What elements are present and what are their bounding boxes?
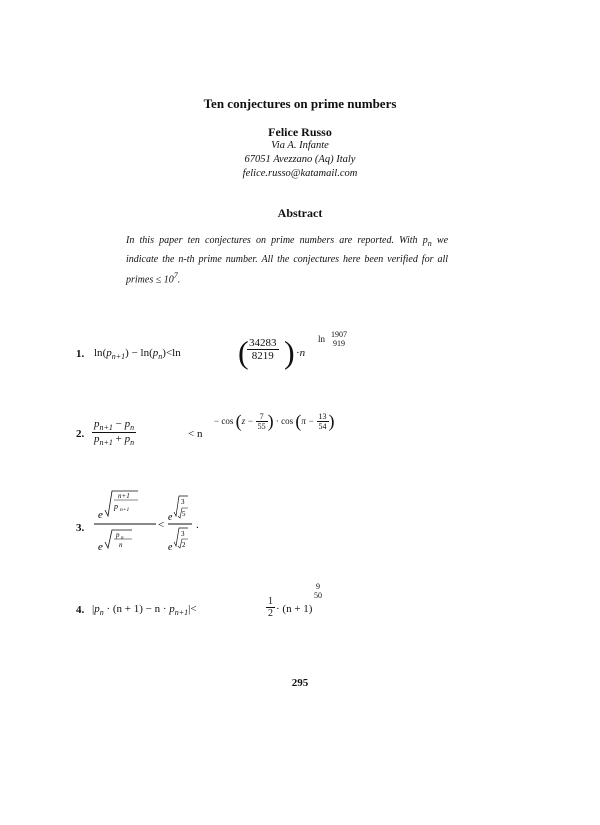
conjecture-4 xyxy=(76,582,496,632)
e-right-bottom: e xyxy=(168,542,173,553)
conjecture-3 xyxy=(76,488,496,568)
affiliation-email[interactable]: felice.russo@katamail.com xyxy=(242,168,358,179)
author-name: Felice Russo xyxy=(268,125,332,139)
period: . xyxy=(196,519,199,531)
rad-bot-den: n xyxy=(119,541,123,549)
lhs-fraction: $\frac{p_{n+1} - p_n}{p_{n+1} + p_n}$ xyxy=(94,418,135,448)
exponent-ln: ln xyxy=(318,334,326,344)
exponent-fraction: 9 50 xyxy=(314,582,322,600)
formula-rhs: · (n + 1) xyxy=(276,603,313,615)
r-bot-outer: 3 xyxy=(181,530,185,538)
affiliation-city: 67051 Avezzano (Aq) Italy xyxy=(244,154,356,165)
e-bottom: e xyxy=(98,541,103,553)
radical-inequality xyxy=(92,488,252,568)
formula-rhs: ·n xyxy=(296,347,306,359)
rad-top-den-sub: n+1 xyxy=(120,507,130,513)
exponent-expression: − cos (z − $\frac{7}{55}$ ) · cos (π − $\frac{13}{54}$ ) xyxy=(214,411,335,432)
formula-lhs: $\ln(p_{n+1}) - \ln(p_n)<\ln$ xyxy=(94,347,181,362)
exponent-fraction: 1907 919 xyxy=(331,330,347,348)
rad-bot-num: p xyxy=(116,531,120,539)
r-bot-inner: 2 xyxy=(182,541,186,549)
half-fraction: $\frac{1}{2}$ xyxy=(268,596,273,619)
less-than: < xyxy=(158,519,165,531)
r-top-outer: 3 xyxy=(181,498,185,506)
conjecture-1 xyxy=(76,330,496,380)
left-paren: ( xyxy=(238,334,249,370)
conjecture-number: 1. xyxy=(76,348,85,360)
affiliation-street: Via A. Infante xyxy=(271,140,329,151)
rad-bot-num-sub: n xyxy=(121,536,124,541)
conjecture-2 xyxy=(76,408,496,458)
r-top-inner: 5 xyxy=(182,510,186,518)
e-right-top: e xyxy=(168,512,173,523)
rad-top-den: p xyxy=(114,502,118,511)
abstract-heading: Abstract xyxy=(277,206,323,220)
e-top: e xyxy=(98,509,103,521)
conjecture-number: 2. xyxy=(76,428,85,440)
fraction: $\frac{34283}{8219}$ xyxy=(249,337,277,362)
right-paren: ) xyxy=(284,334,295,370)
page-number: 295 xyxy=(291,677,309,689)
rad-top-num: n+1 xyxy=(118,492,130,500)
abstract-text: In this paper ten conjectures on prime numbers are reported. With $p_n$ we indicate the n-th prime number. All the conjectures here been verified for all primes ≤ $10^7$. xyxy=(126,235,449,286)
formula-lhs: $|p_n \cdot (n + 1) - n \cdot p_{n+1}|<$ xyxy=(92,603,197,618)
paper-title: Ten conjectures on prime numbers xyxy=(203,96,397,111)
conjecture-number: 4. xyxy=(76,604,85,616)
less-than-n: < n xyxy=(188,428,203,440)
conjecture-number: 3. xyxy=(76,522,85,534)
